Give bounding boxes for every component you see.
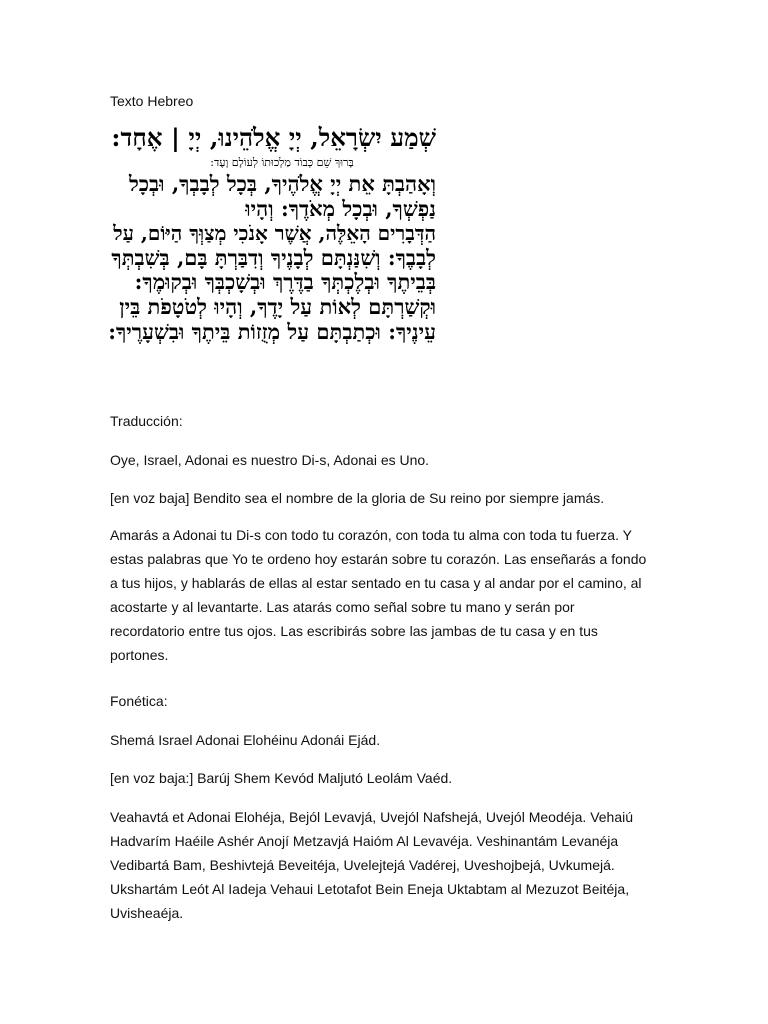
hebrew-line: בְּבֵיתֶךָ וּבְלֶכְתְּךָ בַדֶּרֶךְ וּבְשָׁכְבְּךָ וּבְקוּמֶךָ: [134, 269, 436, 295]
hebrew-shema-title: שְׁמַע יִשְׂרָאֵל, יְיָ אֱלֹהֵינוּ, יְיָ | אֶחָד: [111, 123, 436, 152]
phonetics-line-1: Shemá Israel Adonai Elohéinu Adonái Ejád. [110, 732, 381, 748]
translation-label: Traducción: [110, 413, 183, 429]
translation-line-1: Oye, Israel, Adonai es nuestro Di-s, Adonai es Uno. [110, 452, 430, 468]
phonetics-line-2: [en voz baja:] Barúj Shem Kevód Maljutó Leolám Vaéd. [110, 770, 453, 786]
hebrew-line: לְבָבֶךָ: וְשִׁנַּנְתָּם לְבָנֶיךָ וְדִבַּרְתָּ בָּם, בְּשִׁבְתְּךָ [111, 244, 436, 270]
phonetics-label: Fonética: [110, 693, 168, 709]
phonetics-paragraph: Veahavtá et Adonai Elohéja, Bejól Levavjá, Uvejól Nafshejá, Uvejól Meodéja. Vehaiú Hadvarím Haéile Ashér Anojí Metzavjá Haióm Al Levavéja. Veshinantám Levanéja Vedibartá Bam, Beshivtejá Beveitéja, Uvelejtejá Vadérej, Uveshojbejá, Uvkumejá. Ukshartám Leót Al Iadeja Vehaui Letotafot Bein Eneja Uktabtam al Mezuzot Beitéja, Uvisheaéja. [110, 809, 634, 921]
translation-paragraph: Amarás a Adonai tu Di-s con todo tu corazón, con toda tu alma con toda tu fuerza. Y estas palabras que Yo te ordeno hoy estarán sobre tu corazón. Las enseñarás a fondo a tus hijos, y hablarás de ellas al estar sentado en tu casa y al andar por el camino, al acostarte y al levantarte. Las atarás como señal sobre tu mano y serán por recordatorio entre tus ojos. Las escribirás sobre las jambas de tu casa y en tus portones. [110, 527, 647, 663]
hebrew-text-image [108, 122, 436, 344]
section-heading-hebrew: Texto Hebreo [110, 93, 194, 109]
hebrew-line: עֵינֶיךָ: וּכְתַבְתָּם עַל מְזֻזוֹת בֵּיתֶךָ וּבִשְׁעָרֶיךָ: [108, 318, 436, 344]
hebrew-baruch-line: בָּרוּךְ שֵׁם כְּבוֹד מַלְכוּתוֹ לְעוֹלָם וָעֶד: [210, 156, 354, 169]
hebrew-line: וְאָהַבְתָּ אֵת יְיָ אֱלֹהֶיךָ, בְּכָל לְבָבְךָ, וּבְכָל [128, 171, 436, 196]
hebrew-line: נַפְשְׁךָ, וּבְכָל מְאֹדֶךָ: וְהָיוּ [245, 195, 436, 221]
hebrew-line: וּקְשַׁרְתָּם לְאוֹת עַל יָדֶךָ, וְהָיוּ לְטֹטָפֹת בֵּין [119, 293, 436, 319]
hebrew-line: הַדְּבָרִים הָאֵלֶּה, אֲשֶׁר אָנֹכִי מְצַוְּךָ הַיּוֹם, עַל [113, 221, 436, 246]
translation-line-2: [en voz baja] Bendito sea el nombre de la gloria de Su reino por siempre jamás. [110, 490, 605, 506]
